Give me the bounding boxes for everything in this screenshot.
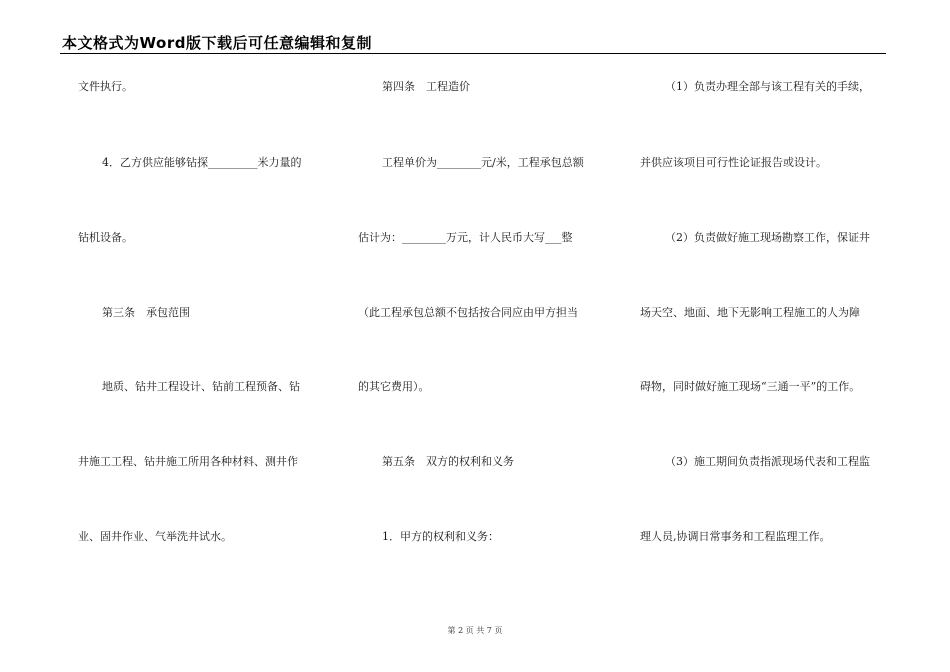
text-line: 并供应该项目可行性论证报告或设计。 (640, 156, 827, 169)
text-line: 工程单价为________元/米，工程承包总额 (382, 156, 584, 169)
text-line: （1）负责办理全部与该工程有关的手续， (665, 80, 870, 93)
section-heading: 第五条 双方的权利和义务 (382, 455, 514, 468)
text-line: 1．甲方的权利和义务： (382, 530, 499, 543)
text-line: 碍物，同时做好施工现场“三通一平”的工作。 (640, 380, 861, 393)
document-header: 本文格式为Word版下载后可任意编辑和复制 (62, 34, 372, 52)
text-line: 的其它费用）。 (358, 380, 430, 393)
text-line: 业、固井作业、气举洗井试水。 (78, 530, 232, 543)
header-rule (60, 53, 886, 54)
section-heading: 第四条 工程造价 (382, 80, 470, 93)
text-line: 场天空、地面、地下无影响工程施工的人为障 (640, 306, 860, 319)
text-line: 估计为：________万元，计人民币大写___整 (358, 231, 573, 244)
text-line: 地质、钻井工程设计、钻前工程预备、钻 (102, 380, 300, 393)
text-line: 钻机设备。 (78, 231, 133, 244)
page-number: 第 2 页 共 7 页 (447, 626, 503, 635)
text-line: 4．乙方供应能够钻探_________米力量的 (102, 156, 302, 169)
text-line: 理人员,协调日常事务和工程监理工作。 (640, 530, 831, 543)
text-line: （2）负责做好施工现场勘察工作，保证井 (665, 231, 870, 244)
text-line: 井施工工程、钻井施工所用各种材料、测井作 (78, 455, 298, 468)
text-line: 文件执行。 (78, 80, 133, 93)
text-line: （3）施工期间负责指派现场代表和工程监 (665, 455, 870, 468)
section-heading: 第三条 承包范围 (102, 306, 190, 319)
text-line: （此工程承包总额不包括按合同应由甲方担当 (358, 306, 578, 319)
